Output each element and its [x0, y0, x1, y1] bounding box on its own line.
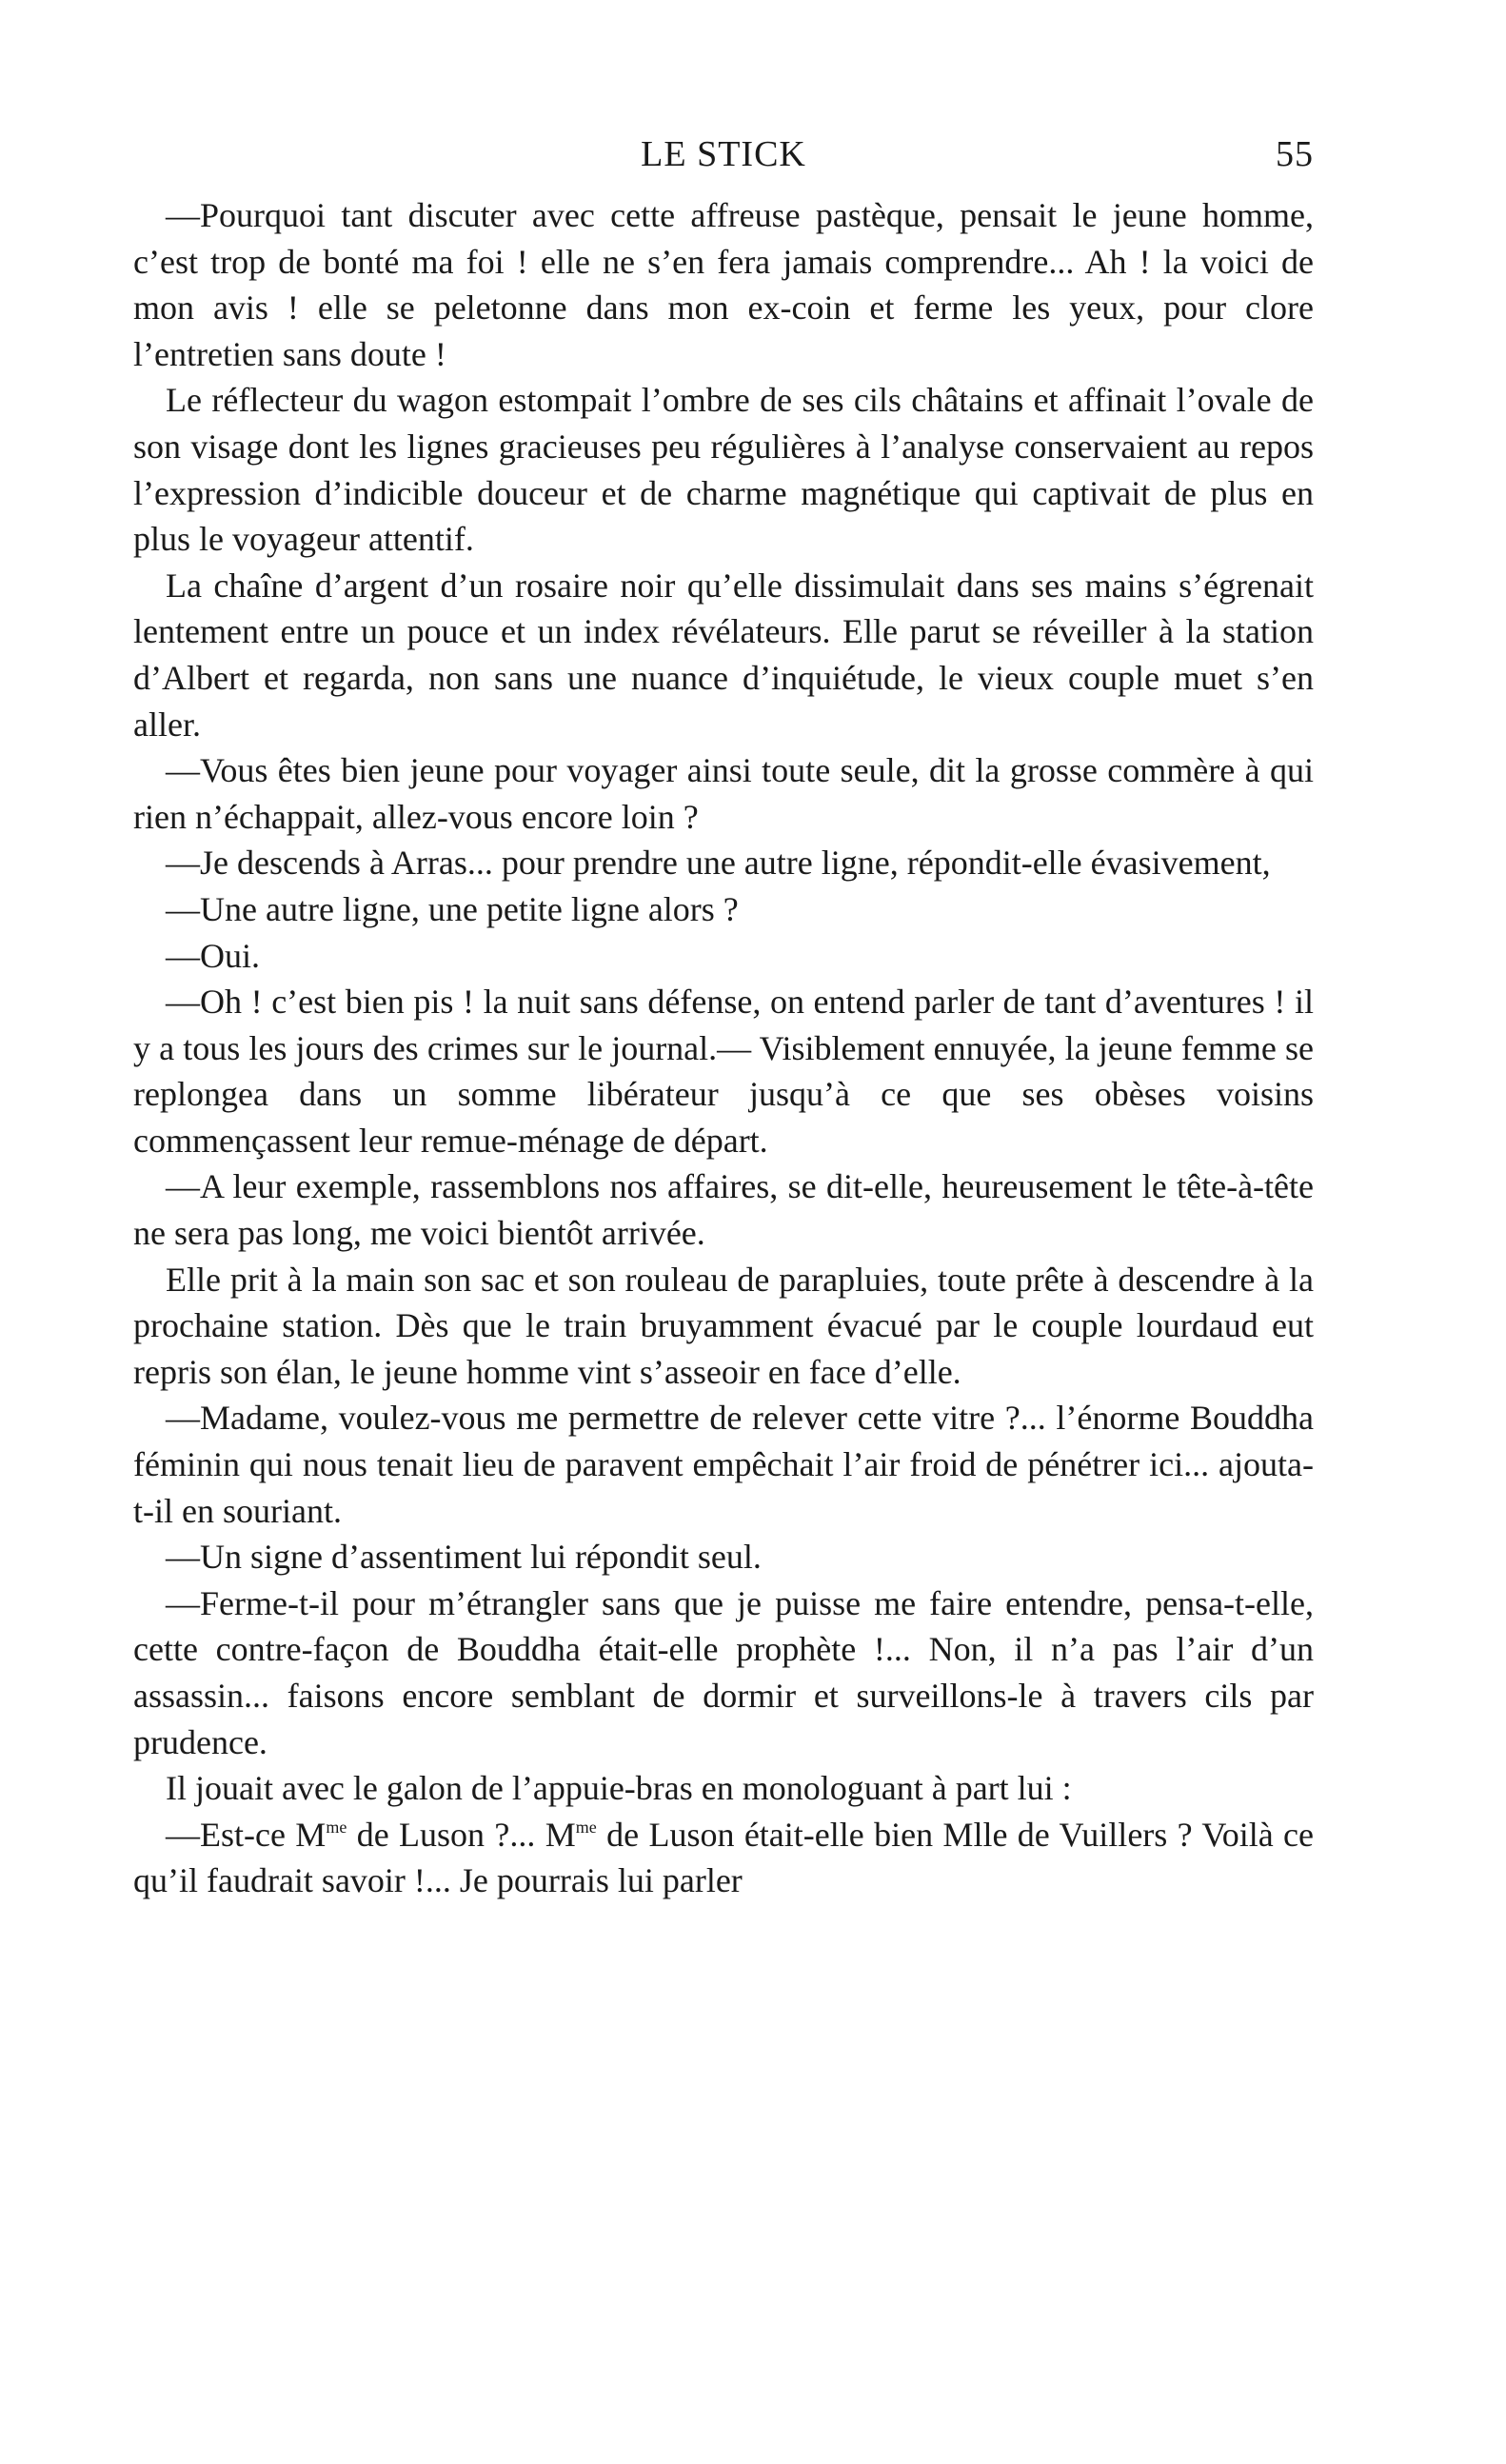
paragraph: —Une autre ligne, une petite ligne alors ? [166, 889, 739, 928]
paragraph: —Oui. [166, 936, 260, 975]
paragraph: —Ferme-t-il pour m’étrangler sans que je puisse me faire entendre, pensa-t-elle, cette contre-façon de Bouddha était-elle prophète !... Non, il n’a pas l’air d’un assassin... faisons encore semblant de dormir et surveillons-le à travers cils par prudence. [133, 1583, 1314, 1761]
paragraph: —Pourquoi tant discuter avec cette affreuse pastèque, pensait le jeune homme, c’est trop de bonté ma foi ! elle ne s’en fera jamais comprendre... Ah ! la voici de mon avis ! elle se peletonne dans mon ex-coin et ferme les yeux, pour clore l’entretien sans doute ! [133, 196, 1314, 373]
paragraph: Elle prit à la main son sac et son rouleau de parapluies, toute prête à descendre à la prochaine station. Dès que le train bruyamment évacué par le couple lourdaud eut repris son élan, le jeune homme vint s’asseoir en face d’elle. [133, 1260, 1314, 1391]
book-page [133, 133, 1314, 2323]
text-segment: de Luson ?... M [347, 1815, 576, 1854]
paragraph: —Un signe d’assentiment lui répondit seul. [166, 1538, 762, 1577]
paragraph: Il jouait avec le galon de l’appuie-bras en monologuant à part lui : [166, 1769, 1072, 1808]
paragraph: —Je descends à Arras... pour prendre une autre ligne, répondit-elle évasivement, [166, 844, 1271, 883]
superscript: me [575, 1817, 597, 1837]
paragraph: —Oh ! c’est bien pis ! la nuit sans défense, on entend parler de tant d’aventures ! il y a tous les jours des crimes sur le journal.— Visiblement ennuyée, la jeune femme se replongea dans un somme libérateur jusqu’à ce que ses obèses voisins commençassent leur remue-ménage de départ. [133, 983, 1314, 1160]
paragraph-last [133, 1812, 1314, 1904]
running-title: LE STICK [641, 134, 806, 174]
text-segment: de Luson était-elle bien Mlle de Vuillers ? Voilà ce qu’il faudrait savoir !... Je pourrais lui parler [133, 1815, 1314, 1900]
paragraph: —A leur exemple, rassemblons nos affaires, se dit-elle, heureusement le tête-à-tête ne sera pas long, me voici bientôt arrivée. [133, 1167, 1314, 1253]
text-segment: —Est-ce M [166, 1815, 327, 1854]
body-text [133, 192, 1314, 1904]
paragraph: La chaîne d’argent d’un rosaire noir qu’elle dissimulait dans ses mains s’égrenait lentement entre un pouce et un index révélateurs. Elle parut se réveiller à la station d’Albert et regarda, non sans une nuance d’inquiétude, le vieux couple muet s’en aller. [133, 566, 1314, 744]
paragraph: Le réflecteur du wagon estompait l’ombre de ses cils châtains et affinait l’ovale de son visage dont les lignes gracieuses peu régulières à l’analyse conservaient au repos l’expression d’indicible douceur et de charme magnétique qui captivait de plus en plus le voyageur attentif. [133, 381, 1314, 559]
paragraph: —Vous êtes bien jeune pour voyager ainsi toute seule, dit la grosse commère à qui rien n’échappait, allez-vous encore loin ? [133, 751, 1314, 836]
paragraph: —Madame, voulez-vous me permettre de relever cette vitre ?... l’énorme Bouddha féminin qui nous tenait lieu de paravent empêchait l’air froid de pénétrer ici... ajouta-t-il en souriant. [133, 1399, 1314, 1530]
running-header [133, 133, 1314, 190]
page-number: 55 [1276, 134, 1314, 174]
superscript: me [326, 1817, 347, 1837]
